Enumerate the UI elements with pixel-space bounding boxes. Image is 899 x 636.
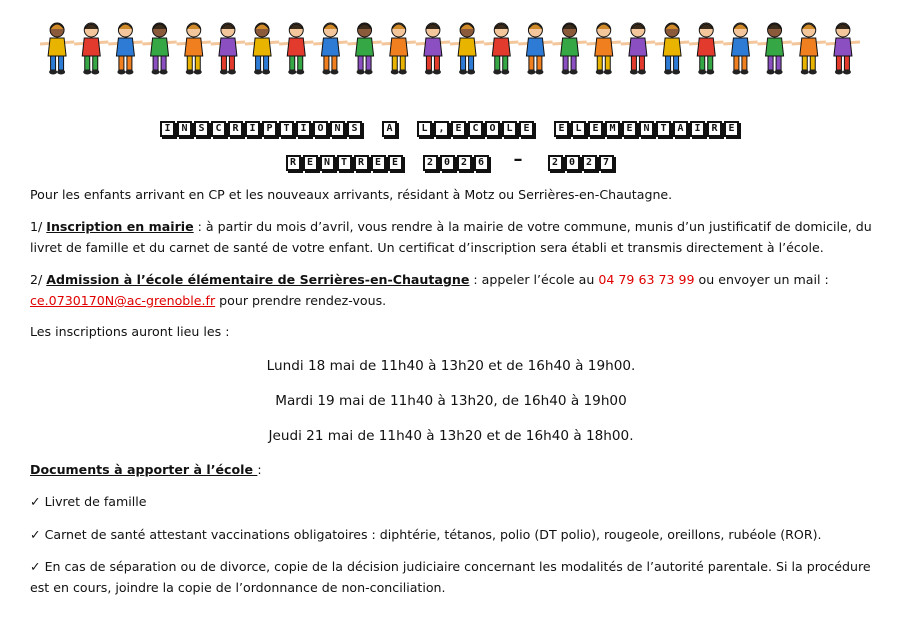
check-icon: ✓ (30, 527, 41, 542)
title-letter: E (388, 155, 403, 171)
title-line-1 (0, 116, 899, 137)
title-letter: L (417, 121, 432, 137)
child-figure (553, 23, 587, 75)
title-letter: 7 (599, 155, 614, 171)
title-letter: E (622, 121, 637, 137)
step-2-paragraph (30, 269, 872, 311)
title-letter: R (286, 155, 301, 171)
child-figure (40, 23, 74, 75)
title-letter: L (571, 121, 586, 137)
child-figure (450, 23, 484, 75)
child-figure (279, 23, 313, 75)
children-holding-hands-icon (40, 20, 860, 76)
step-1-text: : à partir du mois d’avril, vous rendre à la mairie de votre commune, munis d’un justificatif de domicile, du livret de famille et du carnet de santé de votre enfant. Un certificat d’inscription sera établi et transmis directement à l’école. (30, 219, 872, 255)
title-letter: E (303, 155, 318, 171)
title-word (381, 116, 398, 135)
title-line-2 (0, 149, 899, 171)
check-icon: ✓ (30, 559, 41, 574)
title-letter: 2 (423, 155, 438, 171)
title-letter: E (588, 121, 603, 137)
title-letter: S (347, 121, 362, 137)
title-letter: 0 (440, 155, 455, 171)
child-figure (484, 23, 518, 75)
child-figure (348, 23, 382, 75)
documents-heading-suffix: : (257, 462, 262, 477)
documents-heading (30, 459, 872, 480)
title-letter: L (502, 121, 517, 137)
title-letter: 2 (457, 155, 472, 171)
child-figure (518, 23, 552, 75)
step-1-prefix: 1/ (30, 219, 47, 234)
document-item-text: Livret de famille (44, 494, 147, 509)
title-letter: O (313, 121, 328, 137)
child-figure (689, 23, 723, 75)
title-letter: E (371, 155, 386, 171)
title-word (416, 116, 535, 135)
title-letter: I (245, 121, 260, 137)
child-figure (792, 23, 826, 75)
title-word (422, 150, 490, 169)
title-letter: T (279, 121, 294, 137)
child-figure (826, 23, 860, 75)
document-item-text: En cas de séparation ou de divorce, copie de la décision judiciaire concernant les modalités de l’autorité parentale. Si la procédure est en cours, joindre la copie de l’ordonnance de non-conciliation. (30, 559, 871, 595)
step-2-label: Admission à l’école élémentaire de Serrières-en-Chautagne (46, 272, 470, 287)
title-letter: E (519, 121, 534, 137)
step-1-paragraph (30, 216, 872, 258)
title-letter: 6 (474, 155, 489, 171)
title-letter: C (468, 121, 483, 137)
title-letter: S (194, 121, 209, 137)
title-letter: 0 (565, 155, 580, 171)
child-figure (211, 23, 245, 75)
title-letter: A (673, 121, 688, 137)
child-figure (382, 23, 416, 75)
children-banner (40, 20, 860, 76)
title-letter: P (262, 121, 277, 137)
child-figure (177, 23, 211, 75)
title-letter: R (354, 155, 369, 171)
title-word (285, 150, 404, 169)
title-letter: E (451, 121, 466, 137)
title-letter: A (382, 121, 397, 137)
title-letter: N (330, 121, 345, 137)
child-figure (143, 23, 177, 75)
title-word (553, 116, 740, 135)
title-letter: 2 (548, 155, 563, 171)
date-line: Jeudi 21 mai de 11h40 à 13h20 et de 16h40 à 18h00. (268, 428, 634, 444)
child-figure (108, 23, 142, 75)
step-2-prefix: 2/ (30, 272, 47, 287)
title-letter: I (690, 121, 705, 137)
document-item-text: Carnet de santé attestant vaccinations obligatoires : diphtérie, tétanos, polio (DT polio), rougeole, oreillons, rubéole (ROR). (44, 527, 822, 542)
child-figure (723, 23, 757, 75)
step-2-text-a: : appeler l’école au (469, 272, 599, 287)
document-item (30, 524, 872, 545)
dates-intro: Les inscriptions auront lieu les : (30, 324, 230, 339)
child-figure (621, 23, 655, 75)
title-letter: M (605, 121, 620, 137)
child-figure (758, 23, 792, 75)
date-line: Lundi 18 mai de 11h40 à 13h20 et de 16h40 à 19h00. (266, 358, 636, 374)
child-figure (313, 23, 347, 75)
title-word (159, 116, 363, 135)
title-letter: R (228, 121, 243, 137)
document-item (30, 556, 872, 598)
date-line: Mardi 19 mai de 11h40 à 13h20, de 16h40 à 19h00 (275, 393, 627, 409)
title-letter: C (211, 121, 226, 137)
documents-heading-label: Documents à apporter à l’école (30, 462, 258, 477)
title-letter: R (707, 121, 722, 137)
intro-text: Pour les enfants arrivant en CP et les nouveaux arrivants, résidant à Motz ou Serrières-en-Chautagne. (30, 187, 673, 202)
title-letter: O (485, 121, 500, 137)
title-dash: – (513, 149, 523, 170)
document-item (30, 491, 872, 512)
title-letter: E (724, 121, 739, 137)
title-letter: E (554, 121, 569, 137)
child-figure (587, 23, 621, 75)
title-letter: N (320, 155, 335, 171)
title-letter: N (639, 121, 654, 137)
title-letter: T (337, 155, 352, 171)
child-figure (74, 23, 108, 75)
child-figure (416, 23, 450, 75)
title-letter: 2 (582, 155, 597, 171)
step-2-text-b: ou envoyer un mail : (694, 272, 829, 287)
step-1-label: Inscription en mairie (46, 219, 194, 234)
school-email-link[interactable]: ce.0730170N@ac-grenoble.fr (30, 293, 216, 308)
title-letter: N (177, 121, 192, 137)
school-phone[interactable]: 04 79 63 73 99 (598, 272, 695, 287)
child-figure (655, 23, 689, 75)
check-icon: ✓ (30, 494, 41, 509)
title-letter: , (434, 121, 449, 137)
title-letter: T (656, 121, 671, 137)
step-2-text-c: pour prendre rendez-vous. (215, 293, 387, 308)
child-figure (245, 23, 279, 75)
title-word (547, 150, 615, 169)
title-letter: I (160, 121, 175, 137)
title-letter: I (296, 121, 311, 137)
